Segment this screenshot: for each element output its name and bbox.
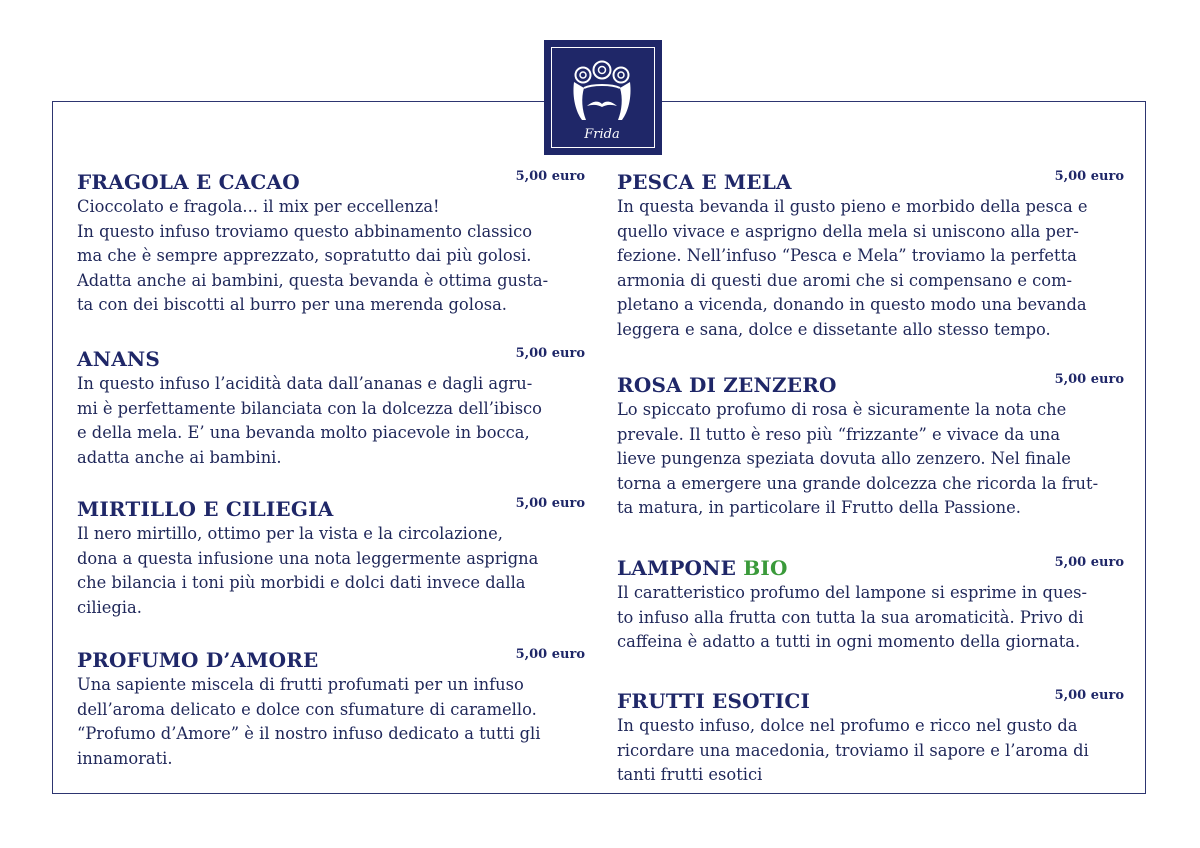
menu-item-header — [77, 497, 585, 522]
menu-item — [617, 170, 1124, 342]
menu-item-header — [77, 170, 585, 195]
menu-item — [617, 556, 1124, 655]
menu-item-title — [617, 689, 810, 713]
bio-badge: BIO — [743, 556, 788, 580]
logo-border — [551, 47, 655, 148]
menu-item-title-text: PROFUMO D’AMORE — [77, 648, 319, 672]
menu-item-price: 5,00 euro — [515, 647, 585, 662]
menu-item — [617, 689, 1124, 788]
menu-item-description: Il caratteristico profumo del lampone si esprime in ques- to infuso alla frutta con tutta la sua aromaticità. Privo di caffeina è adatto a tutti in ogni momento della giornata. — [617, 583, 1087, 651]
menu-item-title-text: FRUTTI ESOTICI — [617, 689, 811, 713]
menu-item-price: 5,00 euro — [1054, 169, 1124, 184]
menu-item-header — [617, 373, 1124, 398]
menu-item — [77, 170, 585, 318]
menu-item-title-text: LAMPONE — [617, 556, 737, 580]
menu-item-title — [77, 648, 319, 672]
menu-item-title-text: ANANS — [77, 347, 161, 371]
menu-item-price: 5,00 euro — [515, 169, 585, 184]
menu-item-description: In questa bevanda il gusto pieno e morbido della pesca e quello vivace e asprigno della mela si uniscono alla per- fezione. Nell’infuso “Pesca e Mela” troviamo la perfetta armonia di questi due aromi che si compensano e com- pletano a vicenda, donando in questo modo una bevanda leggera e sana, dolce e dissetante allo stesso tempo. — [617, 197, 1088, 339]
menu-item-title-text: ROSA DI ZENZERO — [617, 373, 837, 397]
menu-item-title — [617, 373, 837, 397]
menu-item — [77, 648, 585, 771]
menu-item-price: 5,00 euro — [1054, 688, 1124, 703]
menu-item-header — [617, 689, 1124, 714]
menu-item-description: In questo infuso, dolce nel profumo e ricco nel gusto da ricordare una macedonia, troviamo il sapore e l’aroma di tanti frutti esotici — [617, 716, 1089, 784]
menu-item-description: In questo infuso l’acidità data dall’ananas e dagli agru- mi è perfettamente bilanciata con la dolcezza dell’ibisco e della mela. E’ una bevanda molto piacevole in bocca, adatta anche ai bambini. — [77, 374, 542, 467]
menu-item — [77, 347, 585, 470]
menu-item-price: 5,00 euro — [1054, 372, 1124, 387]
logo-text: Frida — [584, 127, 620, 142]
menu-item-title-text: MIRTILLO E CILIEGIA — [77, 497, 334, 521]
menu-item — [77, 497, 585, 620]
menu-item-price: 5,00 euro — [515, 346, 585, 361]
menu-item-title — [77, 497, 333, 521]
menu-item — [617, 373, 1124, 521]
frida-portrait-icon — [552, 48, 653, 146]
menu-item-header — [617, 556, 1124, 581]
menu-item-price: 5,00 euro — [515, 496, 585, 511]
menu-item-description: Una sapiente miscela di frutti profumati per un infuso dell’aroma delicato e dolce con sfumature di caramello. “Profumo d’Amore” è il nostro infuso dedicato a tutti gli innamorati. — [77, 675, 541, 768]
menu-item-description: Lo spiccato profumo di rosa è sicuramente la nota che prevale. Il tutto è reso più “frizzante” e vivace da una lieve pungenza speziata dovuta allo zenzero. Nel finale torna a emergere una grande dolcezza che ricorda la frut- ta matura, in particolare il Frutto della Passione. — [617, 400, 1099, 517]
menu-item-description: Cioccolato e fragola... il mix per eccellenza! In questo infuso troviamo questo abbinamento classico ma che è sempre apprezzato, sopratutto dai più golosi. Adatta anche ai bambini, questa bevanda è ottima gusta- ta con dei biscotti al burro per una merenda golosa. — [77, 197, 549, 314]
menu-item-title — [617, 170, 792, 194]
menu-item-title — [77, 170, 300, 194]
menu-item-description: Il nero mirtillo, ottimo per la vista e la circolazione, dona a questa infusione una nota leggermente asprigna che bilancia i toni più morbidi e dolci dati invece dalla ciliegia. — [77, 524, 539, 617]
menu-item-title-text: FRAGOLA E CACAO — [77, 170, 300, 194]
menu-item-title — [617, 556, 788, 580]
menu-item-header — [77, 347, 585, 372]
frida-logo — [544, 40, 662, 155]
menu-item-header — [617, 170, 1124, 195]
menu-item-header — [77, 648, 585, 673]
menu-item-title — [77, 347, 160, 371]
menu-item-title-text: PESCA E MELA — [617, 170, 792, 194]
menu-item-price: 5,00 euro — [1054, 555, 1124, 570]
